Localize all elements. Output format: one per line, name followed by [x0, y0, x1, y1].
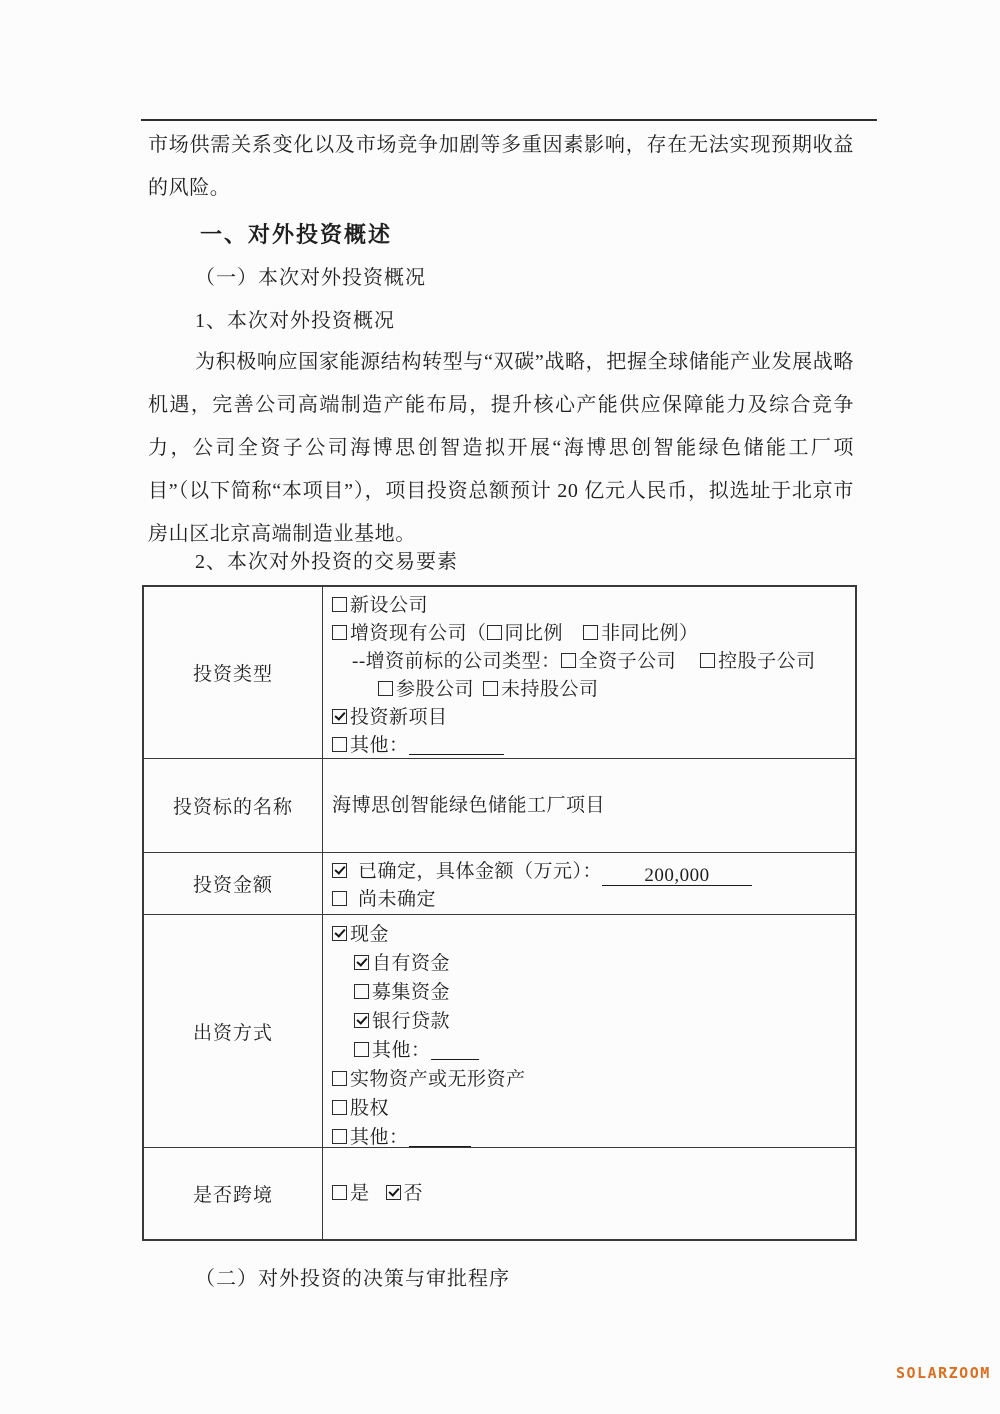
checkbox-checked[interactable]: [332, 926, 347, 941]
filled-blank-value: 200,000: [602, 866, 752, 886]
blank-underline: [409, 1127, 471, 1147]
overview-paragraph: 为积极响应国家能源结构转型与“双碳”战略，把握全球储能产业发展战略机遇，完善公司高端制造产能布局，提升核心产能供应保障能力及综合竞争力，公司全资子公司海博思创智造拟开展“海博思创智能绿色储能工厂项目”（以下简称“本项目”），项目投资总额预计 20 亿元人民币，拟选址于北京市房山区北京高端制造业基地。: [148, 351, 854, 545]
option-label: 同比例: [504, 623, 564, 644]
checkbox-checked[interactable]: [386, 1185, 401, 1200]
option-line: [332, 676, 847, 704]
option-label: 自有资金: [372, 953, 451, 974]
option-line: [332, 620, 847, 648]
option-label: 募集资金: [372, 982, 451, 1003]
checkbox-unchecked[interactable]: [487, 625, 502, 640]
checkbox-checked[interactable]: [354, 1013, 369, 1028]
option-label: 其他：: [350, 735, 409, 756]
option-line: [332, 1065, 847, 1094]
option-label: 参股公司: [396, 679, 475, 700]
option-label: 投资新项目: [350, 707, 448, 728]
checkbox-unchecked[interactable]: [332, 1100, 347, 1115]
checkbox-unchecked[interactable]: [483, 681, 498, 696]
option-label: 新设公司: [350, 595, 429, 616]
checkbox-unchecked[interactable]: [332, 1129, 347, 1144]
row-label: 出资方式: [144, 915, 323, 1147]
option-line: [332, 732, 847, 760]
option-label: 未持股公司: [501, 679, 599, 700]
option-line: [332, 886, 847, 913]
option-line: [332, 920, 847, 949]
option-line: [332, 704, 847, 732]
table-row: [144, 587, 855, 758]
row-label: 投资类型: [144, 587, 323, 758]
transaction-elements-table: [142, 585, 857, 1241]
option-line: [332, 1180, 847, 1208]
row-content: [323, 853, 855, 914]
checkbox-unchecked[interactable]: [354, 984, 369, 999]
option-line: [332, 858, 847, 886]
checkbox-unchecked[interactable]: [332, 597, 347, 612]
subsection-heading-1-1-1: 1、本次对外投资概况: [195, 310, 395, 332]
option-label: 非同比例）: [601, 623, 699, 644]
option-label: 全资子公司: [578, 651, 677, 672]
option-line: [332, 978, 847, 1007]
checkbox-unchecked[interactable]: [378, 681, 393, 696]
section-heading-1: 一、对外投资概述: [200, 222, 393, 247]
checkbox-unchecked[interactable]: [700, 653, 715, 668]
option-label: 否: [403, 1183, 424, 1204]
option-label: 海博思创智能绿色储能工厂项目: [332, 795, 606, 816]
checkbox-unchecked[interactable]: [332, 891, 347, 906]
blank-underline: [409, 735, 504, 755]
checkbox-unchecked[interactable]: [332, 1071, 347, 1086]
option-line: [332, 1094, 847, 1123]
option-label: 增资现有公司（: [350, 623, 487, 644]
checkbox-unchecked[interactable]: [332, 625, 347, 640]
subsection-heading-1-1: （一）本次对外投资概况: [195, 267, 426, 289]
option-line: [332, 592, 847, 620]
checkbox-unchecked[interactable]: [561, 653, 576, 668]
table-row: [144, 852, 855, 914]
option-line: [332, 1036, 847, 1065]
table-row: [144, 1147, 855, 1239]
option-line: [332, 648, 847, 676]
subsection-heading-1-2: 2、本次对外投资的交易要素: [195, 551, 458, 573]
option-label: --增资前标的公司类型：: [352, 651, 561, 672]
row-label: 是否跨境: [144, 1148, 323, 1239]
option-label: 现金: [350, 924, 390, 945]
option-label: 是: [350, 1183, 370, 1204]
watermark-text: SOLARZOOM: [896, 1364, 991, 1382]
option-label: 其他：: [350, 1127, 409, 1148]
option-label: 银行贷款: [372, 1011, 451, 1032]
option-label: 股权: [350, 1098, 390, 1119]
table-row: [144, 914, 855, 1147]
option-line: [332, 1007, 847, 1036]
checkbox-unchecked[interactable]: [583, 625, 598, 640]
checkbox-checked[interactable]: [332, 709, 347, 724]
option-label: 控股子公司: [718, 651, 816, 672]
option-line: [332, 949, 847, 978]
row-content: [323, 1148, 855, 1239]
option-label: 已确定，具体金额（万元）：: [358, 861, 603, 882]
row-label: 投资标的名称: [144, 759, 323, 852]
checkbox-checked[interactable]: [354, 955, 369, 970]
checkbox-checked[interactable]: [332, 863, 347, 878]
option-label: 实物资产或无形资产: [350, 1069, 526, 1090]
row-content: [323, 915, 855, 1147]
blank-underline: [431, 1040, 479, 1060]
continuation-paragraph: 市场供需关系变化以及市场竞争加剧等多重因素影响，存在无法实现预期收益的风险。: [148, 134, 854, 199]
option-label: 其他：: [372, 1040, 431, 1061]
page-content: [148, 124, 854, 1292]
option-line: [332, 792, 847, 820]
section-heading-2: （二）对外投资的决策与审批程序: [195, 1268, 510, 1290]
header-divider-rule: [141, 119, 877, 121]
checkbox-unchecked[interactable]: [332, 1185, 347, 1200]
row-label: 投资金额: [144, 853, 323, 914]
option-label: 尚未确定: [358, 889, 437, 910]
row-content: [323, 759, 855, 852]
checkbox-unchecked[interactable]: [354, 1042, 369, 1057]
table-row: [144, 758, 855, 852]
row-content: [323, 587, 855, 758]
checkbox-unchecked[interactable]: [332, 737, 347, 752]
